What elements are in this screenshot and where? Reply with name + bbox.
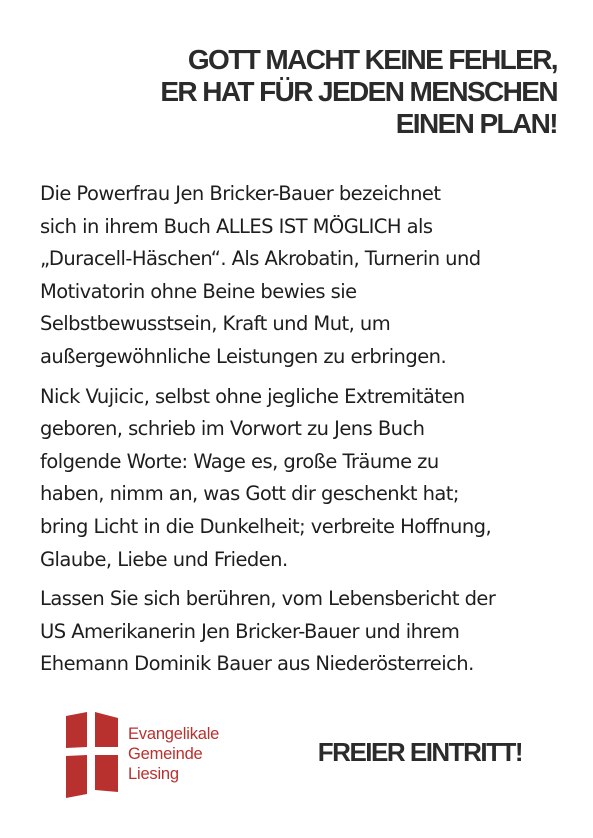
headline-line-1: GOTT MACHT KEINE FEHLER, [187,44,557,75]
church-logo [66,712,246,798]
paragraph-1 [40,178,570,374]
paragraph-line: haben, nimm an, was Gott dir geschenkt hat; [40,482,459,506]
body-text [40,178,570,688]
logo-text [128,724,219,784]
paragraph-line: bring Licht in die Dunkelheit; verbreite Hoffnung, [40,514,492,538]
paragraph-line: Glaube, Liebe und Frieden. [40,547,288,571]
paragraph-line: „Duracell-Häschen“. Als Akrobatin, Turnerin und [40,247,481,271]
paragraph-line: Lassen Sie sich berühren, vom Lebensbericht der [40,587,496,611]
logo-line-3: Liesing [128,765,179,783]
paragraph-line: Motivatorin ohne Beine bewies sie [40,279,357,303]
paragraph-line: folgende Worte: Wage es, große Träume zu [40,449,439,473]
logo-line-1: Evangelikale [128,725,220,743]
paragraph-line: Die Powerfrau Jen Bricker-Bauer bezeichnet [40,182,441,205]
paragraph-line: sich in ihrem Buch ALLES IST MÖGLICH als [40,214,433,238]
free-entry-label: FREIER EINTRITT! [317,737,522,767]
paragraph-line: außergewöhnliche Leistungen zu erbringen. [40,344,447,368]
headline [37,44,557,140]
paragraph-line: Ehemann Dominik Bauer aus Niederösterreich. [40,652,474,676]
paragraph-3 [40,583,570,681]
logo-line-2: Gemeinde [128,745,203,763]
paragraph-line: US Amerikanerin Jen Bricker-Bauer und ihrem [40,619,460,643]
paragraph-line: geboren, schrieb im Vorwort zu Jens Buch [40,417,425,441]
paragraph-line: Selbstbewusstsein, Kraft und Mut, um [40,312,391,336]
paragraph-line: Nick Vujicic, selbst ohne jegliche Extremitäten [40,384,465,408]
cross-book-logo-icon [66,712,118,798]
paragraph-2 [40,381,570,577]
headline-line-2: ER HAT FÜR JEDEN MENSCHEN [160,76,557,107]
headline-line-3: EINEN PLAN! [395,108,557,139]
